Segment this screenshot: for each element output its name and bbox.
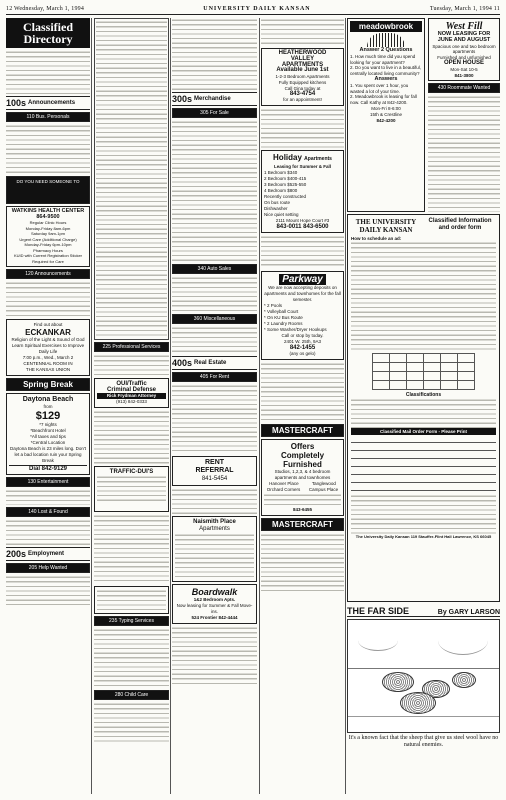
lost-found-text: [6, 519, 90, 545]
comic-byline: By GARY LARSON: [437, 609, 500, 616]
miscellaneous-header: [172, 314, 257, 324]
heatherwood-ad: [261, 48, 344, 106]
ad-line: * Volleyball Court: [264, 309, 299, 315]
ad-title: REFERRAL: [195, 467, 234, 474]
announcements-subheader: [6, 269, 90, 279]
ad-line: (any os gelo): [289, 351, 316, 357]
westfield-ad: [428, 18, 500, 81]
ad-title: MASTERCRAFT: [272, 426, 333, 436]
price-row: 1 Bedroom $340: [264, 170, 298, 176]
ad-line: Urgent Care (Additional Charge): [19, 236, 77, 242]
form-field-line[interactable]: [351, 483, 496, 491]
ad-line: On bus route: [264, 200, 291, 206]
section-label: 360 Miscellaneous: [193, 316, 236, 322]
holiday-ad: [261, 150, 344, 233]
ad-line: OPEN HOUSE: [443, 59, 484, 66]
ad-phone: Dial 842-9129: [9, 465, 87, 472]
column-1: [6, 18, 90, 796]
rent-listings: [261, 18, 344, 46]
far-side-title-row: [347, 606, 500, 617]
professional-services-header: [94, 342, 169, 352]
section-label: Employment: [28, 551, 65, 557]
top-ads-row: [347, 18, 500, 212]
misc-listings: [172, 18, 257, 90]
horizon-line: [348, 668, 499, 669]
ad-line: * On KU Bus Route: [264, 315, 303, 321]
typing-text: [94, 628, 169, 688]
ad-line: 15th & Crestline: [369, 111, 403, 117]
section-label: 405 For Rent: [199, 374, 230, 380]
entertainment-text: [6, 489, 90, 505]
mail-order-banner: Classified Mail Order Form - Please Print: [351, 428, 496, 435]
ad-line: 1-2-3 Bedroom Apartments: [275, 74, 330, 80]
ad-phone: 841-3800: [454, 72, 474, 78]
merchandise-header: [172, 92, 257, 106]
ad-title: RENT: [204, 459, 225, 466]
mastercraft-banner-2: [261, 518, 344, 531]
watkins-ad: [6, 206, 90, 267]
ad-line: 2. Meadowbrook is leasing for fall now. Call Kathy at 842-4200.: [350, 94, 417, 106]
rent-text-5: [261, 362, 344, 422]
form-field-line[interactable]: [351, 443, 496, 451]
ad-line: Monday-Friday 8am-6pm: [25, 225, 71, 231]
sunburst-graphic: [367, 33, 405, 47]
ad-title: Furnished: [283, 460, 322, 470]
hill-line: [438, 626, 488, 655]
form-field-line[interactable]: [351, 435, 496, 443]
section-label: Announcements: [28, 100, 76, 106]
property-name: Tanglewood: [311, 481, 336, 487]
ad-line: Answers: [374, 75, 398, 82]
section-number: 100s: [6, 98, 27, 108]
services-text-2: [94, 410, 169, 464]
ad-line: * Some Washer/Dryer Hookups: [264, 327, 327, 333]
header-right: Tuesday, March 1, 1994 11: [429, 6, 500, 12]
section-number: 400s: [172, 358, 193, 368]
help-wanted-text: [6, 575, 90, 605]
form-masthead-row: [351, 218, 496, 234]
ad-line: 1. You spent over 1 hour, you wasted a lot of your time.: [350, 82, 409, 94]
ad-line: *Central Location: [30, 440, 66, 445]
ad-line: *7 nights: [39, 422, 57, 427]
ad-phone: 843-4754: [289, 90, 316, 97]
ad-line: KUID with Current Registration Sticker Required for Care: [13, 253, 83, 264]
ad-title: OUI/Traffic: [116, 381, 147, 387]
ad-line: Dishwasher: [264, 206, 288, 212]
ground-line: [348, 716, 499, 717]
ad-title: Naismith Place: [193, 519, 236, 525]
classifications-list: [351, 398, 496, 428]
classified-directory-title: Classified Directory: [22, 20, 73, 46]
oui-ad-2: [94, 586, 169, 614]
directory-text: [6, 50, 90, 94]
naismith-ad: [172, 516, 257, 582]
employment-header: [6, 547, 90, 561]
ad-phone: 843-6455: [292, 507, 313, 513]
announcement-text: [6, 281, 90, 317]
ad-title: VALLEY: [290, 55, 315, 62]
price-row: 2 Bedroom $400-415: [264, 176, 307, 182]
form-masthead-text: THE UNIVERSITY DAILY KANSAN: [355, 218, 417, 234]
ad-phone: 843-0011 843-6500: [276, 224, 329, 231]
ad-phone: 841-5454: [201, 476, 228, 482]
column-rule: [170, 18, 171, 794]
for-sale-text: [172, 120, 257, 262]
oui-ad: [94, 378, 169, 408]
ad-title: Parkway: [279, 274, 326, 285]
ad-line: Monday-Friday 6pm-10pm: [24, 242, 72, 247]
mastercraft-banner: [261, 424, 344, 437]
sheep-graphic: [400, 692, 436, 714]
comic-title: THE FAR SIDE: [347, 606, 410, 616]
ad-line: Religion of the Light & Sound of God: [11, 337, 85, 342]
form-field-line[interactable]: [351, 459, 496, 467]
sheep-graphic: [452, 672, 476, 688]
form-how-to: How to schedule an ad:: [351, 236, 402, 241]
ad-phone: 864-9500: [36, 213, 60, 220]
ad-line: Call or stop by today.: [281, 333, 324, 339]
column-rule: [259, 18, 260, 794]
ad-line: for an appointment!: [283, 97, 322, 103]
section-label: 225 Professional Services: [102, 344, 161, 350]
order-form: [347, 214, 500, 602]
form-field-line[interactable]: [351, 451, 496, 459]
ad-line: Leasing for Summer & Fall: [273, 164, 331, 170]
rent-text-2: [172, 488, 257, 514]
ad-line: CENTENNIAL ROOM IN: [23, 361, 73, 366]
ad-title: TRAFFIC-DUI'S: [109, 469, 154, 475]
ad-headline: DO YOU NEED SOMEONE TO: [16, 179, 80, 184]
ad-line: Pharmacy Hours: [33, 247, 63, 253]
ad-line: 2401 W. 25th, 9A3: [283, 339, 322, 345]
classifications-label: Classifications: [405, 392, 442, 398]
ad-line: Apartments: [199, 526, 230, 532]
services-text: [94, 354, 169, 376]
mastercraft-ad: [261, 439, 344, 516]
ad-line: Regular Clinic Hours: [29, 220, 67, 225]
ad-title: Criminal Defense: [106, 387, 157, 393]
column-2: [94, 18, 169, 796]
section-label: 130 Entertainment: [27, 479, 69, 485]
price-row: 3 Bedroom $525-550: [264, 182, 307, 188]
roommate-text: [428, 95, 500, 212]
eckankar-ad: [6, 319, 90, 376]
section-label: 235 Typing Services: [109, 618, 154, 624]
misc-text: [172, 326, 257, 354]
ad-line: 1. How much time did you spend looking for your apartment?: [350, 53, 416, 65]
meadowbrook-ad: [347, 18, 425, 212]
ad-line: NOW LEASING FOR JUNE AND AUGUST: [437, 31, 491, 43]
ad-line: Learn Spiritual Exercises to Improve Daily Life: [11, 343, 85, 354]
ad-price: $129: [35, 410, 61, 422]
property-name: Orchard Corners: [266, 487, 301, 493]
form-title: Classified Information and order form: [428, 218, 492, 231]
section-label: 305 For Sale: [200, 110, 229, 116]
ad-line: Available June 1st: [276, 67, 329, 74]
ad-title: Apartments: [304, 156, 332, 163]
ad-line: from: [43, 404, 53, 409]
form-instructions: [351, 241, 496, 351]
ad-line: 2. Do you want to live in a beautiful, centrally located living community?: [350, 65, 422, 77]
form-address: The University Daily Kansan 119 Stauffer-Flint Hall Lawrence, KS 66045: [355, 534, 492, 539]
comic-caption: It's a known fact that the sheep that give us steel wool have no natural enemies.: [348, 735, 499, 748]
help-wanted-header: [6, 563, 90, 573]
announcements-header: [6, 96, 90, 110]
mastercraft-listings: [261, 533, 344, 593]
form-field-line[interactable]: [351, 475, 496, 483]
bus-personals-header: [6, 112, 90, 122]
column-3: [172, 18, 257, 796]
ad-line: * 2 Laundry Rooms: [264, 321, 303, 327]
ad-line: Fully Equipped kitchens: [278, 79, 327, 85]
ad-title: HEATHERWOOD: [278, 50, 327, 56]
header-paper-name: UNIVERSITY DAILY KANSAN: [203, 6, 311, 12]
ad-title: APARTMENTS: [281, 61, 324, 68]
auto-sales-header: [172, 264, 257, 274]
classified-directory-banner: [6, 18, 90, 48]
section-number: 300s: [172, 94, 193, 104]
lost-found-header: [6, 507, 90, 517]
sheep-graphic: [382, 672, 414, 692]
property-name: Hanover Place: [269, 481, 299, 487]
section-label: 120 Announcements: [25, 271, 71, 277]
section-label: 140 Lost & Found: [28, 509, 68, 515]
ad-line: *Beachfront Hotel: [30, 428, 66, 433]
section-label: 340 Auto Sales: [197, 266, 232, 272]
right-top-column: [428, 18, 500, 212]
ad-title: meadowbrook: [350, 21, 422, 32]
ad-phone: (913) 842-0333: [116, 399, 147, 404]
form-fine-print: [351, 494, 496, 534]
ad-phone: 524 Frontier 842-4444: [191, 615, 238, 620]
ad-phone: 842-1455: [289, 345, 316, 352]
ad-line: Daytona Beach is 23 miles long. Don't let a bad location ruin your Spring Break: [10, 446, 86, 463]
ad-line: *All taxes and tips: [30, 434, 66, 439]
ad-title: Daytona Beach: [22, 396, 74, 403]
services-text-3: [94, 514, 169, 584]
section-label: Merchandise: [194, 96, 231, 102]
ad-line: Now leasing for Summer & Fall Move-ins.: [176, 603, 253, 614]
ad-line: Furnished and unfurnished: [437, 55, 491, 61]
column-5: [347, 18, 500, 796]
ad-title: West Fill: [445, 21, 483, 32]
ad-line: Call Gina today at: [284, 85, 321, 91]
rent-referral-ad: [172, 456, 257, 486]
help-wanted-listings: [94, 18, 169, 340]
ad-line: We are now accepting deposits on apartments and townhomes for the fall semester.: [264, 285, 341, 303]
traffic-ad: [94, 466, 169, 512]
hill-line: [358, 630, 398, 651]
ad-line: THE KANSAS UNION: [25, 367, 71, 372]
ad-title: Offers: [290, 442, 315, 452]
for-sale-header: [172, 108, 257, 118]
ad-line: Recently constructed: [264, 194, 307, 200]
ad-line: Find out about: [33, 322, 63, 327]
ad-line: * 2 Pools: [264, 303, 283, 309]
column-4: [261, 18, 344, 796]
child-care-text: [94, 702, 169, 742]
ad-phone: 842-4200: [376, 117, 396, 123]
tired-ad: [6, 176, 90, 204]
ad-line: Saturday 9am-1pm: [30, 231, 65, 236]
column-rule: [345, 18, 346, 794]
ad-title: Holiday: [273, 153, 302, 163]
rent-text: [261, 108, 344, 148]
ad-line: 2111 Mount Hope Court #3: [275, 218, 330, 224]
column-rule: [91, 18, 92, 794]
ad-title: Completely: [280, 451, 325, 461]
section-label: 280 Child Care: [114, 692, 149, 698]
ad-line: Answer 2 Questions: [359, 47, 413, 53]
ad-line: Mon-Fri 8-6:00: [371, 105, 401, 111]
ad-line: Spacious one and two bedroom apartments: [432, 43, 496, 55]
rent-text-4: [261, 235, 344, 269]
section-label: 110 Bus. Personals: [26, 114, 70, 120]
rent-text-3: [172, 626, 257, 686]
parkway-ad: [261, 271, 344, 360]
form-field-line[interactable]: [351, 467, 496, 475]
section-number: 200s: [6, 549, 27, 559]
far-side-comic: [347, 606, 500, 749]
ad-line: 1&2 Bedroom Apts.: [193, 597, 236, 602]
spring-break-header: [6, 378, 90, 391]
ad-title: Boardwalk: [191, 587, 238, 597]
ad-line: Mon-Sat 10-5: [450, 66, 478, 72]
ad-line: Studios, 1,2,3, & 4 bedroom apartments and townhomes: [274, 469, 331, 481]
personals-text: [6, 124, 90, 174]
daytona-ad: [6, 393, 90, 475]
section-label: Spring Break: [23, 380, 73, 389]
ad-line: Nice quiet setting: [264, 212, 299, 218]
ad-line: Rick Frydman Attorney: [97, 393, 166, 399]
ad-title: WATKINS HEALTH CENTER: [11, 208, 85, 214]
ad-line: 7:00 p.m., Wed., March 2: [22, 355, 74, 360]
section-label: Real Estate: [194, 360, 227, 366]
form-masthead: [351, 218, 421, 234]
section-label: 205 Help Wanted: [28, 565, 68, 571]
page-header: [6, 4, 500, 15]
real-estate-header: [172, 356, 257, 370]
typing-services-header: [94, 616, 169, 626]
price-row: 4 Bedroom $800: [264, 188, 298, 194]
ad-title: MASTERCRAFT: [272, 520, 333, 530]
roommate-header: [428, 83, 500, 93]
entertainment-header: [6, 477, 90, 487]
header-left: 12 Wednesday, March 1, 1994: [6, 6, 85, 12]
ad-title: ECKANKAR: [25, 328, 71, 337]
property-name: Campus Place: [308, 487, 339, 493]
holiday-title: [264, 153, 341, 164]
child-care-header: [94, 690, 169, 700]
rates-table: [372, 353, 475, 390]
boardwalk-ad: [172, 584, 257, 624]
for-rent-header: [172, 372, 257, 382]
for-rent-text: [172, 384, 257, 454]
auto-sales-text: [172, 276, 257, 312]
section-label: 430 Roommate Wanted: [437, 85, 491, 92]
comic-panel: [347, 619, 500, 733]
